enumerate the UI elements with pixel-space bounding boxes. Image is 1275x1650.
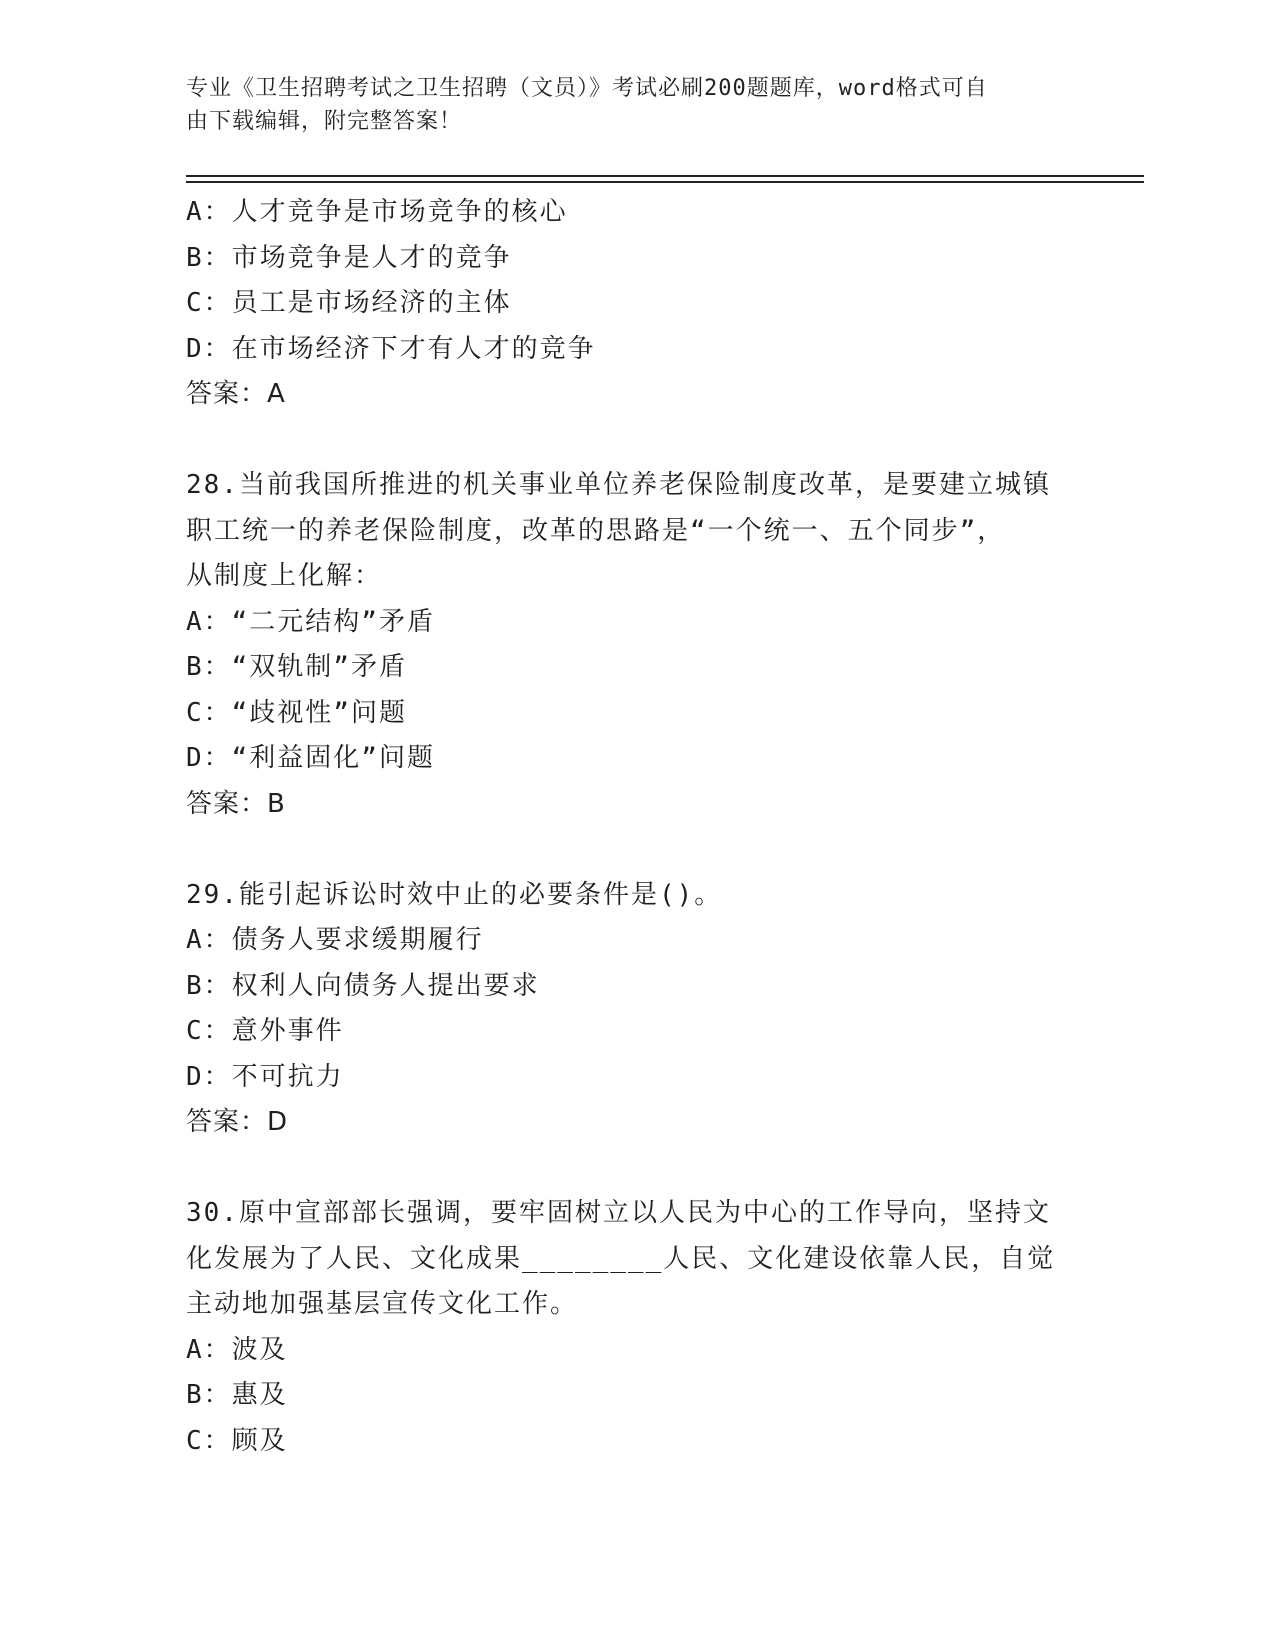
spacer: [186, 418, 1086, 464]
option-c: C：员工是市场经济的主体: [186, 288, 512, 318]
question-line: 从制度上化解：: [186, 561, 383, 591]
question-line: 28.当前我国所推进的机关事业单位养老保险制度改革，是要建立城镇: [186, 470, 1051, 500]
option-a: A：“二元结构”矛盾: [186, 606, 435, 637]
question-line: 化发展为了人民、文化成果________人民、文化建设依靠人民，自觉: [186, 1243, 1056, 1274]
question-line: 主动地加强基层宣传文化工作。: [186, 1289, 579, 1319]
question-text: [186, 1191, 1086, 1328]
header-divider-bottom: [186, 181, 1144, 183]
question-29: [186, 873, 1086, 1146]
option-a: A：人才竞争是市场竞争的核心: [186, 197, 568, 227]
option-d: D：在市场经济下才有人才的竞争: [186, 333, 596, 364]
answer-text: 答案：A: [186, 379, 286, 409]
option-b: B：权利人向债务人提出要求: [186, 970, 540, 1001]
spacer: [186, 1146, 1086, 1192]
option-b: B：“双轨制”矛盾: [186, 652, 407, 682]
option-a: A：波及: [186, 1334, 288, 1365]
question-list: [186, 190, 1086, 1464]
document-header: [186, 72, 1066, 138]
question-27: [186, 190, 1086, 418]
option-d: D：不可抗力: [186, 1061, 344, 1092]
header-divider-top: [186, 175, 1144, 177]
header-line-2: 由下载编辑，附完整答案！: [186, 109, 463, 134]
question-line: 30.原中宣部部长强调，要牢固树立以人民为中心的工作导向，坚持文: [186, 1198, 1051, 1228]
spacer: [186, 827, 1086, 873]
option-d: D：“利益固化”问题: [186, 743, 435, 773]
answer-text: 答案：D: [186, 1107, 289, 1137]
question-text: [186, 873, 1086, 919]
option-a: A：债务人要求缓期履行: [186, 925, 484, 955]
header-line-1: 专业《卫生招聘考试之卫生招聘（文员）》考试必刷200题题库，word格式可自: [186, 76, 988, 101]
option-c: C：顾及: [186, 1425, 288, 1456]
option-c: C：“歧视性”问题: [186, 697, 407, 728]
option-c: C：意外事件: [186, 1016, 344, 1046]
question-line: 29.能引起诉讼时效中止的必要条件是()。: [186, 879, 723, 910]
question-28: [186, 463, 1086, 827]
question-30: [186, 1191, 1086, 1464]
answer-text: 答案：B: [186, 788, 286, 819]
question-text: [186, 463, 1086, 600]
question-line: 职工统一的养老保险制度，改革的思路是“一个统一、五个同步”，: [186, 515, 1006, 546]
option-b: B：市场竞争是人才的竞争: [186, 242, 512, 273]
option-b: B：惠及: [186, 1380, 288, 1410]
